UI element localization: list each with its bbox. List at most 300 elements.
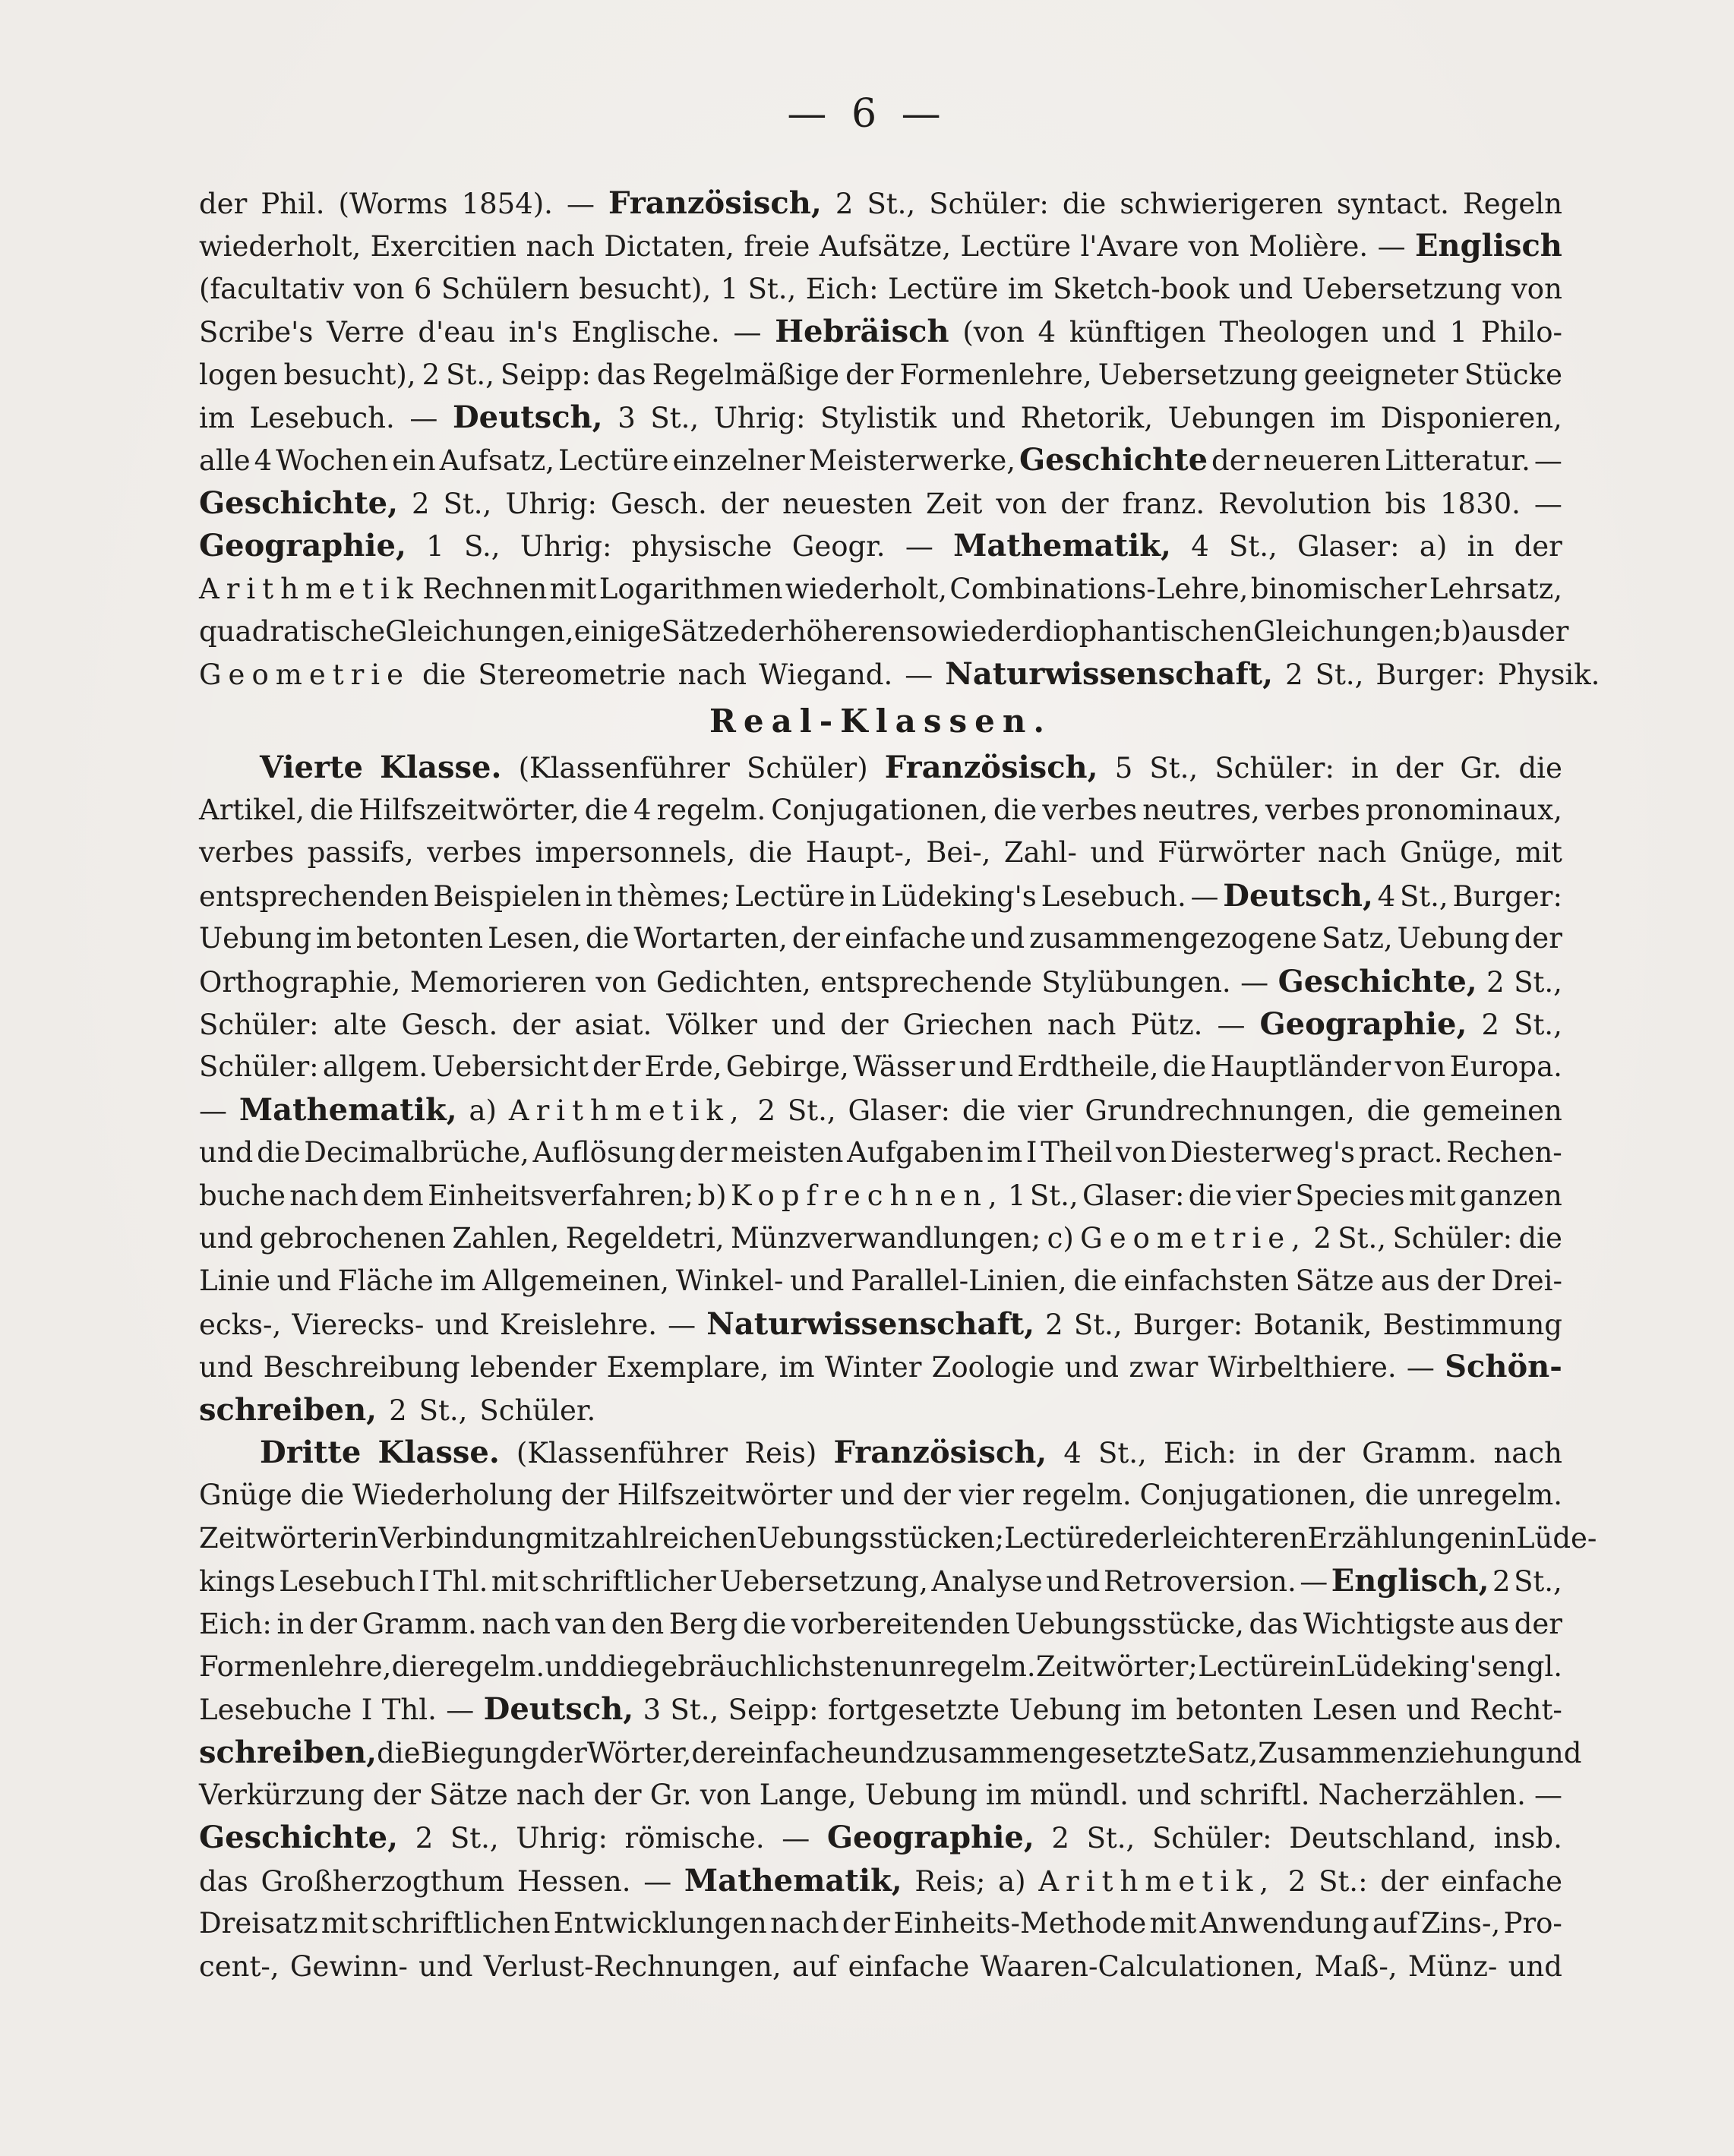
- word: St.,: [1399, 879, 1448, 913]
- word: nach: [482, 1607, 551, 1640]
- word: nach: [289, 1179, 358, 1212]
- word: Geographie,: [1259, 1006, 1467, 1043]
- word: insb.: [1493, 1822, 1562, 1855]
- word: Combinations-Lehre,: [949, 572, 1249, 605]
- word: Uebersicht: [431, 1050, 589, 1084]
- word: Lesebuch: [279, 1565, 415, 1599]
- word: —: [905, 658, 933, 692]
- word: Regelmäßige: [652, 358, 840, 391]
- word: Litteratur.: [1385, 444, 1530, 478]
- word: (Worms: [338, 188, 448, 220]
- word: Englische.: [571, 316, 720, 349]
- word: besucht),: [283, 358, 416, 391]
- word: Schüler:: [1214, 751, 1334, 784]
- word: Haupt-,: [805, 836, 913, 870]
- word: Dritte: [260, 1434, 362, 1470]
- word: Logarithmen: [599, 572, 783, 605]
- word: und: [1508, 1949, 1562, 1983]
- word: Gnüge,: [1400, 836, 1502, 870]
- word: in: [585, 879, 613, 913]
- word: Wochen: [276, 444, 389, 478]
- word: der: [842, 1907, 891, 1940]
- text-line: [199, 832, 1562, 874]
- word: Eich:: [805, 272, 879, 305]
- word: und: [434, 1308, 489, 1341]
- word: ecks-,: [199, 1308, 282, 1341]
- text-line: [199, 1646, 1562, 1688]
- word: von: [595, 965, 647, 999]
- word: Grundrechnungen,: [1085, 1094, 1355, 1127]
- word: im: [440, 1264, 476, 1298]
- word: Geschichte,: [199, 485, 399, 521]
- word: Decimalbrüche,: [304, 1136, 529, 1170]
- word: der: [1114, 1521, 1163, 1555]
- word: Französisch,: [884, 749, 1098, 785]
- word: schriftl.: [1199, 1779, 1310, 1812]
- word: (Klassenführer: [518, 751, 730, 784]
- word: nach: [1493, 1436, 1562, 1469]
- word: Hilfszeitwörter,: [358, 794, 580, 827]
- word: —: [1533, 487, 1562, 520]
- word: Europa.: [1449, 1050, 1562, 1084]
- word: Französisch,: [833, 1434, 1047, 1470]
- word: (facultativ: [199, 272, 345, 305]
- word: betonten: [355, 922, 484, 955]
- word: der: [1394, 751, 1444, 784]
- word: Uebersetzung,: [719, 1565, 928, 1599]
- word: 1: [1449, 316, 1468, 349]
- word: Dreisatz: [199, 1907, 318, 1940]
- text-line: [199, 225, 1562, 267]
- text-line: [199, 1902, 1562, 1945]
- word: Schüler:: [199, 1050, 319, 1084]
- word: Lectüre: [960, 230, 1072, 264]
- word: St.,: [1229, 530, 1278, 563]
- word: die: [584, 794, 629, 827]
- word: Wortarten,: [633, 922, 788, 955]
- word: Theil: [1041, 1136, 1113, 1170]
- word: und: [951, 401, 1006, 434]
- word: und: [840, 1479, 895, 1512]
- word: in: [1252, 1436, 1281, 1469]
- word: meisten: [731, 1136, 844, 1170]
- word: 3: [643, 1694, 662, 1727]
- word: —: [733, 316, 762, 349]
- word: Burger:: [1376, 658, 1486, 692]
- word: Schülern: [441, 272, 570, 305]
- word: die: [300, 1479, 345, 1512]
- word: Seipp:: [500, 358, 591, 391]
- word: von: [1394, 1050, 1446, 1084]
- word: 2: [1287, 1864, 1306, 1898]
- word: der: [902, 1479, 951, 1512]
- word: 2: [835, 188, 854, 220]
- word: Lectüre: [1198, 1649, 1309, 1683]
- text-line: [199, 1517, 1597, 1560]
- word: St.,: [1098, 1436, 1147, 1469]
- word: cent-,: [199, 1949, 280, 1983]
- word: Exercitien: [370, 230, 517, 264]
- word: Erdtheile,: [1017, 1050, 1159, 1084]
- word: Einheits-Methode: [893, 1907, 1147, 1940]
- word: der: [372, 1779, 422, 1812]
- word: der: [512, 1009, 561, 1042]
- word: und: [1527, 1736, 1582, 1769]
- word: Verlust-Rechnungen,: [483, 1949, 782, 1983]
- word: Uhrig:: [516, 1822, 608, 1855]
- word: Anwendung: [1199, 1907, 1369, 1940]
- word: Völker: [666, 1009, 757, 1042]
- word: Uebungsstücke,: [1015, 1607, 1244, 1640]
- word: die: [1365, 1479, 1409, 1512]
- word: mit: [491, 1565, 539, 1599]
- word: Geographie,: [826, 1820, 1034, 1856]
- word: quadratische: [199, 614, 386, 648]
- word: Lüdeking's: [880, 879, 1037, 913]
- word: l'Avare: [1080, 230, 1180, 264]
- text-line: [199, 1817, 1562, 1859]
- word: regelm.: [1022, 1479, 1132, 1512]
- word: Lehrsatz,: [1429, 572, 1562, 605]
- word: dem: [362, 1179, 424, 1212]
- word: der: [1514, 1607, 1562, 1640]
- word: zusammengezogene: [1029, 922, 1318, 955]
- word: Lesen,: [488, 922, 582, 955]
- word: I: [418, 1565, 430, 1599]
- word: die: [1518, 751, 1562, 784]
- word: verbes: [199, 836, 295, 870]
- word: von: [353, 272, 405, 305]
- word: die: [422, 658, 466, 692]
- word: Glaser:: [1297, 530, 1400, 563]
- word: Uebungen: [1167, 401, 1316, 434]
- word: Botanik,: [1253, 1308, 1372, 1341]
- word: Erde,: [644, 1050, 722, 1084]
- word: Französisch,: [608, 185, 822, 221]
- word: physische: [631, 530, 772, 563]
- word: bis: [1385, 487, 1427, 520]
- word: und: [199, 1221, 254, 1255]
- word: St.,: [670, 1694, 719, 1727]
- word: mit: [549, 572, 597, 605]
- word: Geometrie,: [1080, 1221, 1307, 1255]
- word: St.,: [1073, 1308, 1123, 1341]
- word: entsprechende: [820, 965, 1032, 999]
- word: und: [1136, 1779, 1192, 1812]
- word: der: [1060, 487, 1109, 520]
- word: franz.: [1122, 487, 1205, 520]
- word: die: [391, 1649, 436, 1683]
- word: I: [1025, 1136, 1038, 1170]
- word: in: [276, 1607, 305, 1640]
- word: Reis): [744, 1436, 817, 1469]
- word: Phil.: [261, 188, 325, 220]
- word: schriftlicher: [542, 1565, 716, 1599]
- word: der: [1521, 614, 1569, 648]
- word: St.:: [1319, 1864, 1368, 1898]
- word: —: [1533, 1779, 1562, 1812]
- text-line: [199, 439, 1562, 481]
- word: vier: [1018, 1094, 1073, 1127]
- word: syntact.: [1336, 188, 1449, 220]
- word: und: [199, 1351, 254, 1384]
- word: und: [1064, 1351, 1120, 1384]
- word: einfache: [848, 1949, 970, 1983]
- text-line: [199, 1303, 1562, 1346]
- word: 2: [415, 1822, 434, 1855]
- word: Aufgaben: [847, 1136, 984, 1170]
- word: die: [1062, 188, 1107, 220]
- word: 2: [1313, 1221, 1331, 1255]
- section-heading: Real-Klassen.: [709, 702, 1053, 740]
- word: ganzen: [1460, 1179, 1562, 1212]
- word: Schüler.: [479, 1394, 596, 1427]
- word: Geographie,: [199, 528, 406, 564]
- word: ein: [392, 444, 436, 478]
- word: Satz,: [1186, 1736, 1259, 1769]
- word: St.,: [1514, 1565, 1562, 1599]
- word: impersonnels,: [535, 836, 736, 870]
- word: Satz,: [1322, 922, 1393, 955]
- word: der: [199, 188, 248, 220]
- word: Bei-,: [926, 836, 991, 870]
- word: Rechen-: [1446, 1136, 1562, 1170]
- word: Uhrig:: [713, 401, 806, 434]
- word: Wörter,: [586, 1736, 692, 1769]
- word: Gesch.: [610, 487, 707, 520]
- text-line: [199, 396, 1562, 439]
- text-line: [199, 1003, 1562, 1046]
- word: Sätze: [429, 1779, 508, 1812]
- word: 4: [1038, 316, 1057, 349]
- word: 5: [1114, 751, 1133, 784]
- word: —: [1217, 1009, 1246, 1042]
- word: Molière.: [1249, 230, 1369, 264]
- word: Reis;: [914, 1864, 986, 1898]
- text-line: [199, 1774, 1562, 1817]
- word: Erzählungen: [1307, 1521, 1489, 1555]
- word: im: [199, 401, 235, 434]
- word: nach: [526, 230, 595, 264]
- word: Lesebuch.: [1041, 879, 1186, 913]
- word: fortgesetzte: [827, 1694, 1000, 1727]
- word: auf: [791, 1949, 838, 1983]
- word: der: [720, 487, 769, 520]
- word: Geometrie: [199, 658, 410, 692]
- word: freie: [744, 230, 810, 264]
- word: Gleichungen;: [1252, 614, 1443, 648]
- word: —: [446, 1694, 475, 1727]
- word: Winter: [824, 1351, 922, 1384]
- word: Arithmetik,: [508, 1094, 746, 1127]
- word: Gramm.: [362, 1607, 477, 1640]
- word: Stücke: [1464, 358, 1562, 391]
- word: der: [561, 1479, 609, 1512]
- word: Uebung: [1397, 922, 1510, 955]
- text-line: [199, 961, 1562, 1003]
- word: der: [539, 1736, 587, 1769]
- text-line: [199, 482, 1562, 525]
- word: Schüler:: [929, 188, 1049, 220]
- text-line: [199, 917, 1562, 960]
- word: Gnüge: [199, 1479, 292, 1512]
- text-line: [199, 354, 1562, 396]
- word: Naturwissenschaft,: [945, 656, 1274, 693]
- word: 1: [1008, 1179, 1026, 1212]
- word: verbes: [1042, 794, 1138, 827]
- word: einfache: [1441, 1864, 1562, 1898]
- word: der: [845, 358, 894, 391]
- word: verbes: [427, 836, 523, 870]
- word: thèmes;: [617, 879, 731, 913]
- text-line: [199, 1260, 1562, 1302]
- word: von: [1116, 1136, 1167, 1170]
- word: 2: [422, 358, 441, 391]
- word: Wässer: [853, 1050, 955, 1084]
- word: pronominaux,: [1365, 794, 1562, 827]
- word: vier: [1236, 1179, 1291, 1212]
- word: von: [700, 1779, 751, 1812]
- word: der: [840, 1009, 889, 1042]
- word: der: [593, 1779, 642, 1812]
- word: Analyse: [931, 1565, 1043, 1599]
- word: der: [740, 614, 788, 648]
- word: der: [1436, 1264, 1485, 1298]
- word: Uebung: [864, 1779, 978, 1812]
- word: Auflösung: [532, 1136, 676, 1170]
- word: und: [1090, 836, 1145, 870]
- word: —: [199, 1094, 227, 1127]
- word: die: [1366, 1094, 1411, 1127]
- word: St.,: [1149, 751, 1199, 784]
- word: Stylübungen.: [1041, 965, 1231, 999]
- word: kings: [199, 1565, 276, 1599]
- word: schreiben,: [199, 1391, 377, 1428]
- word: der: [592, 1050, 641, 1084]
- word: Aufsätze,: [819, 230, 952, 264]
- word: Lesen: [1312, 1694, 1398, 1727]
- word: regelm.: [656, 794, 766, 827]
- word: Deutsch,: [1223, 877, 1373, 914]
- word: Memorieren: [409, 965, 586, 999]
- word: d'eau: [418, 316, 495, 349]
- word: unregelm.: [890, 1649, 1036, 1683]
- page-number: — 6 —: [787, 91, 947, 137]
- word: Drei-: [1491, 1264, 1562, 1298]
- word: nach: [677, 658, 747, 692]
- word: Fürwörter: [1158, 836, 1305, 870]
- word: und: [771, 1009, 826, 1042]
- word: —: [1377, 230, 1406, 264]
- word: Allgemeinen,: [482, 1264, 670, 1298]
- word: Arithmetik,: [1038, 1864, 1276, 1898]
- word: der: [1211, 444, 1260, 478]
- word: Zeitwörter;: [1035, 1649, 1198, 1683]
- word: Maß-,: [1314, 1949, 1398, 1983]
- word: Gleichungen,: [385, 614, 574, 648]
- word: a): [469, 1094, 497, 1127]
- word: Regeldetri,: [565, 1221, 725, 1255]
- word: höheren: [788, 614, 906, 648]
- word: in: [1467, 530, 1495, 563]
- word: Artikel,: [199, 794, 305, 827]
- word: St.,: [867, 188, 916, 220]
- word: pract.: [1358, 1136, 1443, 1170]
- word: nach: [1318, 836, 1387, 870]
- word: Mathematik,: [238, 1091, 457, 1128]
- word: Thl.: [381, 1694, 437, 1727]
- text-line: [199, 1432, 1562, 1474]
- word: nach: [516, 1779, 586, 1812]
- word: c): [1047, 1221, 1074, 1255]
- word: die: [599, 1649, 643, 1683]
- word: und: [276, 1264, 331, 1298]
- word: Philo-: [1480, 316, 1562, 349]
- word: den: [611, 1607, 665, 1640]
- word: St.,: [450, 1822, 499, 1855]
- word: Lüdeking's: [1335, 1649, 1492, 1683]
- word: Wiegand.: [759, 658, 893, 692]
- word: die: [257, 1136, 301, 1170]
- text-line: [199, 1731, 1582, 1774]
- word: das: [199, 1864, 248, 1898]
- word: nach: [1047, 1009, 1117, 1042]
- text-line: [199, 1346, 1562, 1388]
- word: 1854).: [461, 188, 553, 220]
- word: die: [377, 1736, 421, 1769]
- word: in: [351, 1521, 379, 1555]
- body-text: [199, 182, 1600, 1988]
- word: Disponieren,: [1380, 401, 1562, 434]
- word: Arithmetik: [199, 572, 421, 605]
- word: 2: [389, 1394, 407, 1427]
- word: einfachsten: [1123, 1264, 1289, 1298]
- word: lebender: [469, 1351, 597, 1384]
- word: Uebungsstücken;: [756, 1521, 1005, 1555]
- word: 2: [757, 1094, 776, 1127]
- text-line: [199, 182, 1562, 225]
- word: Verbindung: [378, 1521, 544, 1555]
- word: die: [742, 1607, 787, 1640]
- word: diophantischen: [1034, 614, 1253, 648]
- word: zwar: [1129, 1351, 1199, 1384]
- word: logen: [199, 358, 278, 391]
- word: Zeit: [926, 487, 983, 520]
- word: Beispielen: [433, 879, 582, 913]
- word: Lectüre: [734, 879, 845, 913]
- word: Scribe's: [199, 316, 314, 349]
- word: einige: [573, 614, 662, 648]
- word: neutres,: [1142, 794, 1260, 827]
- word: Geogr.: [791, 530, 886, 563]
- word: Uebersetzung: [1302, 272, 1502, 305]
- word: in: [1308, 1649, 1336, 1683]
- word: asiat.: [574, 1009, 652, 1042]
- word: Hauptländer: [1210, 1050, 1391, 1084]
- word: mit: [321, 1907, 368, 1940]
- text-line: [199, 311, 1562, 353]
- word: von: [1188, 230, 1240, 264]
- word: der: [1380, 1864, 1429, 1898]
- word: Recht-: [1470, 1694, 1562, 1727]
- word: schriftlichen: [371, 1907, 551, 1940]
- word: Uebersetzung: [1098, 358, 1298, 391]
- text-line: [199, 1175, 1562, 1217]
- word: St.,: [443, 487, 492, 520]
- word: nach: [770, 1907, 839, 1940]
- text-line: [199, 1603, 1562, 1646]
- word: (von: [962, 316, 1025, 349]
